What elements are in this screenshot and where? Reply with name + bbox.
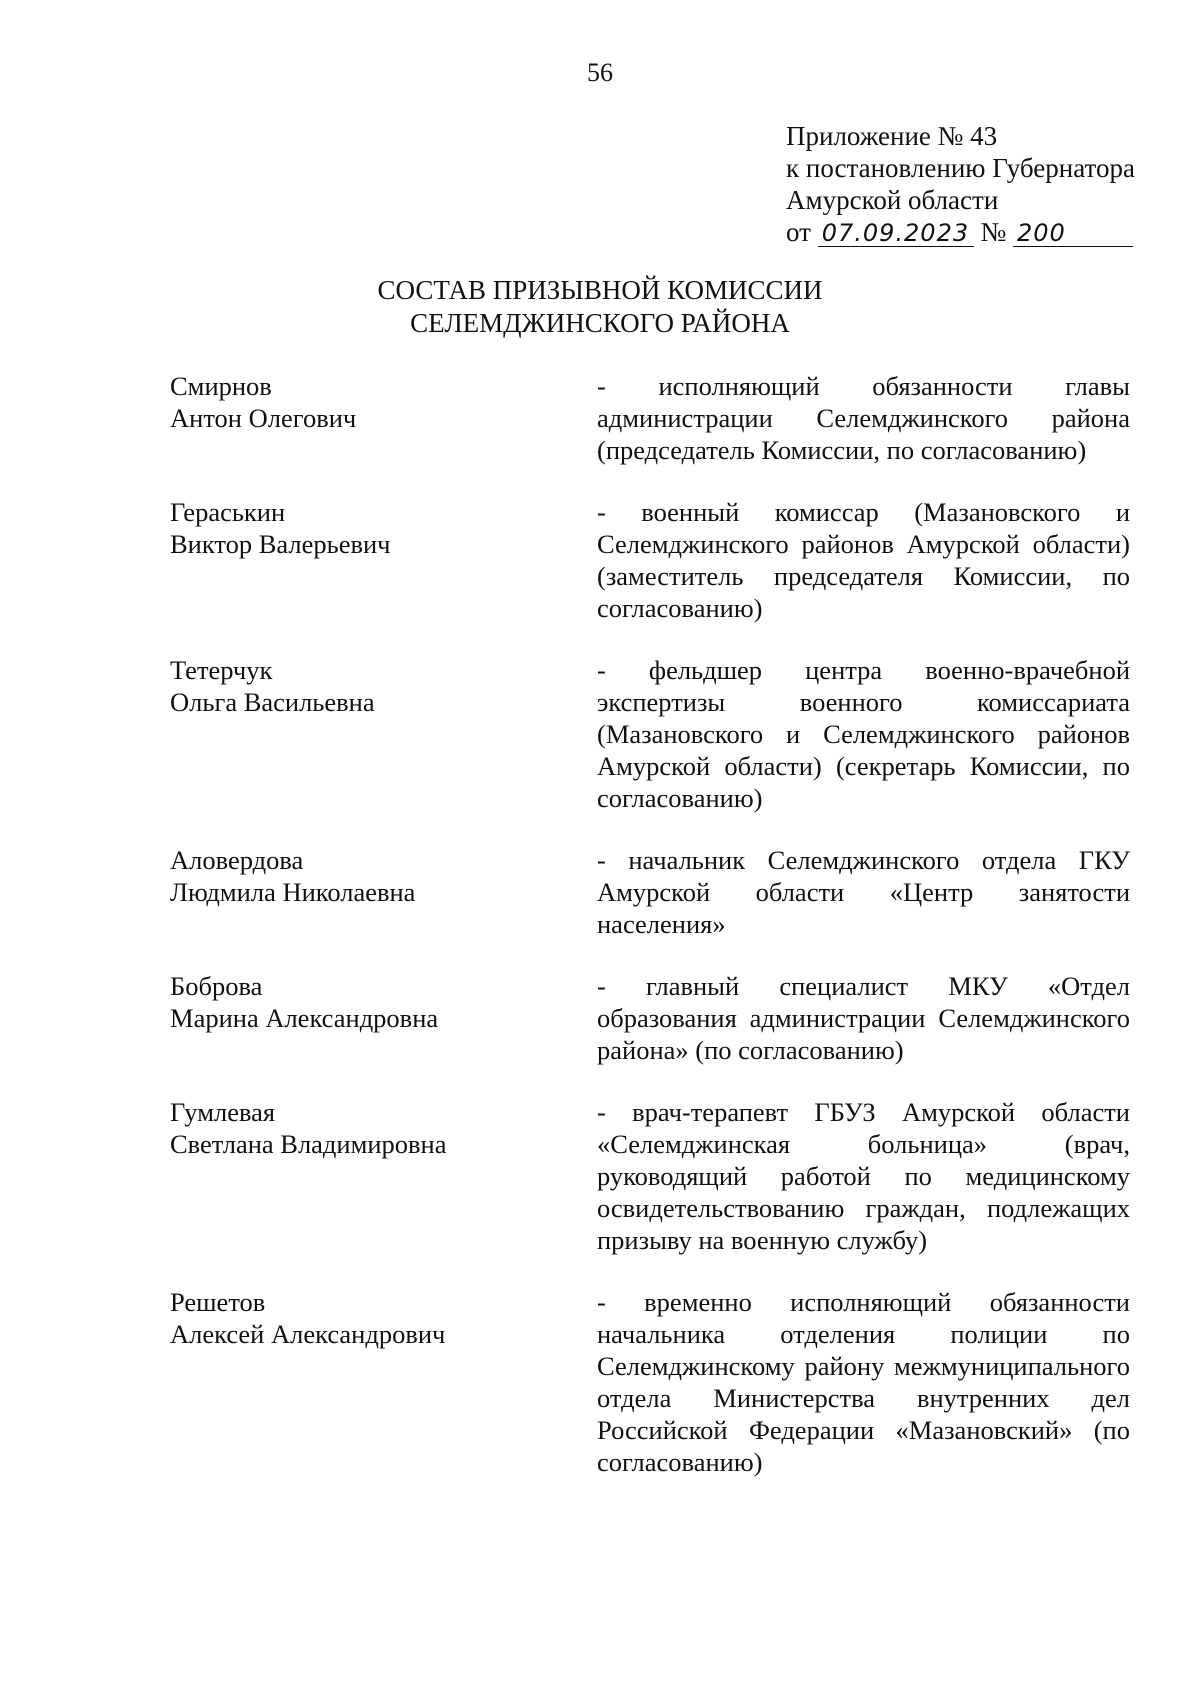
- title-line-1: СОСТАВ ПРИЗЫВНОЙ КОМИССИИ: [377, 275, 823, 305]
- member-given-name: Марина Александровна: [170, 1003, 439, 1033]
- member-given-name: Светлана Владимировна: [170, 1129, 447, 1159]
- member-given-name: Ольга Васильевна: [170, 687, 375, 717]
- member-name: [170, 370, 570, 466]
- handwritten-number: 200: [1013, 220, 1133, 247]
- member-row: [170, 654, 1130, 814]
- member-surname: Гумлевая: [170, 1097, 276, 1127]
- member-surname: Решетов: [170, 1287, 266, 1317]
- member-name: [170, 970, 570, 1066]
- member-row: [170, 970, 1130, 1066]
- member-name: [170, 1096, 570, 1256]
- number-prefix: №: [980, 217, 1007, 247]
- member-row: [170, 370, 1130, 466]
- handwritten-date: 07.09.2023: [818, 220, 974, 247]
- member-role: - временно исполняющий обязанности начальника отделения полиции по Селемджинскому району межмуниципального отдела Министерства внутренних дел Российской Федерации «Мазановский» (по согласованию): [597, 1287, 1130, 1477]
- member-role: - начальник Селемджинского отдела ГКУ Амурской области «Центр занятости населения»: [597, 845, 1130, 939]
- member-surname: Аловердова: [170, 845, 304, 875]
- appendix-line-2: к постановлению Губернатора: [786, 153, 1135, 183]
- date-prefix: от: [786, 217, 811, 247]
- member-name: [170, 654, 570, 814]
- member-surname: Смирнов: [170, 371, 272, 401]
- document-title: [0, 274, 1200, 340]
- member-row: [170, 844, 1130, 940]
- member-surname: Тетерчук: [170, 655, 273, 685]
- members-list: [170, 370, 1130, 1478]
- member-surname: Боброва: [170, 971, 263, 1001]
- member-role: - военный комиссар (Мазановского и Селемджинского районов Амурской области) (заместитель председателя Комиссии, по согласованию): [597, 497, 1130, 623]
- member-given-name: Алексей Александрович: [170, 1319, 446, 1349]
- appendix-line-1: Приложение № 43: [786, 121, 998, 151]
- page-number: 56: [587, 58, 613, 87]
- appendix-line-3: Амурской области: [786, 185, 999, 215]
- member-given-name: Виктор Валерьевич: [170, 529, 391, 559]
- member-role: - главный специалист МКУ «Отдел образования администрации Селемджинского района» (по согласованию): [597, 971, 1130, 1065]
- member-role: - исполняющий обязанности главы администрации Селемджинского района (председатель Комиссии, по согласованию): [597, 371, 1130, 465]
- member-name: [170, 1286, 570, 1478]
- member-row: [170, 1286, 1130, 1478]
- member-role: - фельдшер центра военно-врачебной экспертизы военного комиссариата (Мазановского и Селемджинского районов Амурской области) (секретарь Комиссии, по согласованию): [597, 655, 1130, 813]
- member-row: [170, 496, 1130, 624]
- member-role: - врач-терапевт ГБУЗ Амурской области «Селемджинская больница» (врач, руководящий работой по медицинскому освидетельствованию граждан, подлежащих призыву на военную службу): [597, 1097, 1130, 1255]
- appendix-date-line: [786, 216, 1166, 248]
- member-surname: Гераськин: [170, 497, 286, 527]
- member-given-name: Антон Олегович: [170, 403, 357, 433]
- member-name: [170, 844, 570, 940]
- appendix-block: [786, 120, 1166, 248]
- member-name: [170, 496, 570, 624]
- member-given-name: Людмила Николаевна: [170, 877, 416, 907]
- member-row: [170, 1096, 1130, 1256]
- title-line-2: СЕЛЕМДЖИНСКОГО РАЙОНА: [410, 308, 790, 338]
